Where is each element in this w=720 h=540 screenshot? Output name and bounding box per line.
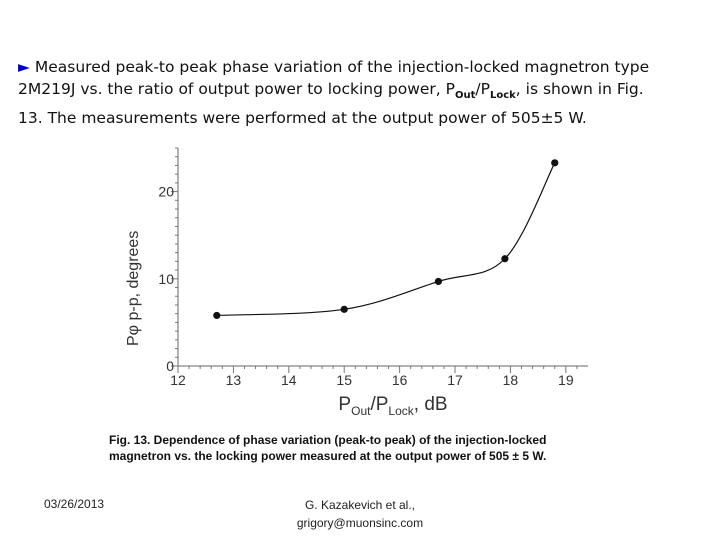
x-tick-label: 12 xyxy=(170,372,186,388)
data-point xyxy=(213,312,220,319)
phase-variation-chart xyxy=(100,138,620,428)
x-axis-title-part: Lock xyxy=(388,404,414,418)
x-tick-label: 15 xyxy=(336,372,353,388)
intro-line-1-text: Measured peak-to peak phase variation of the injection-locked magnetron type xyxy=(29,58,650,76)
intro-text xyxy=(18,56,708,129)
footer-date: 03/26/2013 xyxy=(44,497,105,511)
intro-line-1 xyxy=(18,56,708,78)
y-tick-label-10: 10 xyxy=(158,270,174,287)
footer-author-email: grigory@muonsinc.com xyxy=(296,516,424,530)
intro-line-2 xyxy=(18,78,708,107)
data-point xyxy=(501,255,508,262)
y-tick-label: 0 xyxy=(166,358,174,374)
x-axis-title xyxy=(338,394,447,418)
data-point xyxy=(435,278,442,285)
x-tick-label: 17 xyxy=(447,372,463,388)
intro-sub-lock: Lock xyxy=(489,90,516,102)
x-axis-title-part: Out xyxy=(351,404,371,418)
x-tick-label: 14 xyxy=(281,372,297,388)
x-axis-title-part: , dB xyxy=(413,394,448,415)
intro-sub-out: Out xyxy=(454,90,476,102)
x-tick-label: 13 xyxy=(225,372,242,388)
chart-ticks xyxy=(171,148,577,373)
data-point xyxy=(341,306,348,313)
chart-labels xyxy=(125,184,574,418)
footer-author xyxy=(260,496,460,532)
x-tick-label: 18 xyxy=(502,372,519,388)
y-axis-title: Pφ p-p, degrees xyxy=(125,230,142,346)
x-tick-label: 19 xyxy=(558,372,574,388)
intro-slash: /P xyxy=(475,80,490,98)
intro-line-2-post: , is shown in Fig. xyxy=(515,80,644,98)
bullet-icon: ► xyxy=(18,58,30,76)
intro-line-3: 13. The measurements were performed at the output power of 505±5 W. xyxy=(18,109,587,128)
y-tick-label: 20 xyxy=(158,183,174,200)
footer-author-name: G. Kazakevich et al., xyxy=(304,498,416,512)
figure-caption: Fig. 13. Dependence of phase variation (peak-to peak) of the injection-locked magnetron vs. the locking power measured at the output power of 505 ± 5 W. xyxy=(109,433,547,463)
x-tick-label: 16 xyxy=(391,372,408,388)
x-axis-title-part: P xyxy=(338,394,352,415)
chart-series xyxy=(213,159,558,319)
chart-axes xyxy=(178,148,588,366)
fit-curve xyxy=(217,163,555,316)
x-axis-title-part: /P xyxy=(370,394,389,415)
intro-line-2-pre: 2M219J vs. the ratio of output power to locking power, P xyxy=(18,80,455,98)
data-point xyxy=(551,159,558,166)
